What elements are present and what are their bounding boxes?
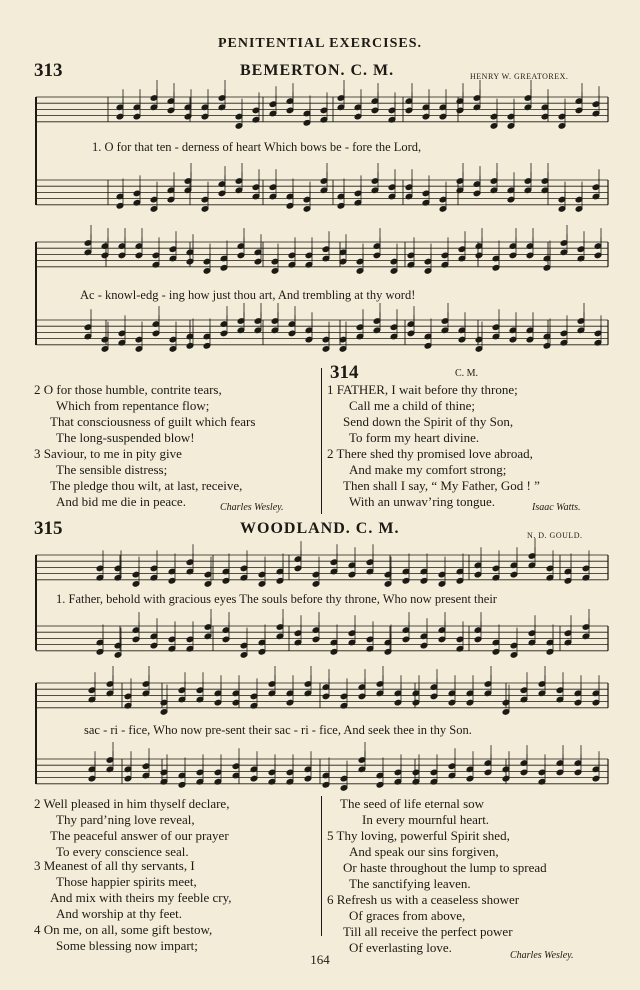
stanza-line: 6 Refresh us with a ceaseless shower — [327, 892, 520, 907]
stanza-line: That consciousness of guilt which fears — [50, 414, 256, 429]
stanza-line: Which from repentance flow; — [56, 398, 210, 413]
stanza-line: Thy pard’ning love reveal, — [56, 812, 195, 827]
hymn-315-stanza-3 — [34, 858, 231, 922]
stanza-line: In every mournful heart. — [362, 812, 490, 827]
column-divider — [321, 368, 322, 514]
stanza-line: 3 Saviour, to me in pity give — [34, 446, 182, 461]
hymn-313-composer: HENRY W. GREATOREX. — [470, 72, 569, 81]
stanza-line: Some blessing now impart; — [56, 938, 198, 953]
stanza-line: Then shall I say, “ My Father, God ! ” — [343, 478, 540, 493]
hymn-313-stanza-3 — [34, 446, 242, 510]
hymn-315-stanza-5 — [327, 828, 547, 892]
hymn-314-stanza-2 — [327, 446, 540, 510]
stanza-line: To every conscience seal. — [56, 844, 189, 859]
stanza-line: 2 O for those humble, contrite tears, — [34, 382, 222, 397]
hymn-315-author: Charles Wesley. — [510, 950, 574, 961]
stanza-line: With an unwav’ring tongue. — [349, 494, 496, 509]
stanza-line: The peaceful answer of our prayer — [50, 828, 229, 843]
page-header: PENITENTIAL EXERCISES. — [217, 36, 423, 51]
stanza-line: And make my comfort strong; — [349, 462, 507, 477]
hymn-315-stanza-6 — [327, 892, 519, 956]
stanza-line: 3 Meanest of all thy servants, I — [34, 858, 195, 873]
hymn-314-meter: C. M. — [455, 368, 479, 379]
hymn-315-stanza-2 — [34, 796, 229, 860]
stanza-line: Till all receive the perfect power — [343, 924, 513, 939]
stanza-line: The long-suspended blow! — [56, 430, 195, 445]
stanza-line: The sanctifying leaven. — [349, 876, 471, 891]
stanza-line: And bid me die in peace. — [56, 494, 186, 509]
stanza-line: And worship at thy feet. — [56, 906, 183, 921]
page-number: 164 — [310, 952, 330, 967]
stanza-line: Send down the Spirit of thy Son, — [343, 414, 514, 429]
hymn-314-number: 314 — [330, 362, 359, 383]
hymn-315-tune: WOODLAND. C. M. — [240, 520, 400, 537]
stanza-line: The sensible distress; — [56, 462, 168, 477]
hymn-313-stanza-2 — [34, 382, 255, 446]
hymn-313-number: 313 — [34, 60, 63, 81]
stanza-line: Of everlasting love. — [349, 940, 452, 955]
hymn-313-tune: BEMERTON. C. M. — [240, 62, 395, 79]
stanza-line: 2 There shed thy promised love abroad, — [327, 446, 533, 461]
column-divider — [321, 796, 322, 936]
stanza-line: To form my heart divine. — [349, 430, 480, 445]
hymn-315-stanza-4 — [34, 922, 212, 954]
hymn-315-lyrics-line-2: sac - ri - fice, Who now pre-sent their sac - ri - fice, And seek thee in thy Son. — [84, 723, 472, 737]
stanza-line: Or haste throughout the lump to spread — [343, 860, 547, 875]
hymn-315-stanza-4-continued — [340, 796, 489, 828]
stanza-line: The pledge thou wilt, at last, receive, — [50, 478, 243, 493]
stanza-line: Those happier spirits meet, — [56, 874, 197, 889]
stanza-line: The seed of life eternal sow — [340, 796, 485, 811]
hymn-313-lyrics-line-1: 1. O for that ten - derness of heart Which bows be - fore the Lord, — [92, 140, 422, 154]
stanza-line: 4 On me, on all, some gift bestow, — [34, 922, 213, 937]
stanza-line: And speak our sins forgiven, — [349, 844, 499, 859]
stanza-line: And mix with theirs my feeble cry, — [50, 890, 232, 905]
hymn-314-stanza-1 — [327, 382, 518, 446]
stanza-line: 5 Thy loving, powerful Spirit shed, — [327, 828, 510, 843]
stanza-line: Call me a child of thine; — [349, 398, 475, 413]
stanza-line: 1 FATHER, I wait before thy throne; — [327, 382, 518, 397]
hymn-315-number: 315 — [34, 518, 63, 539]
stanza-line: Of graces from above, — [349, 908, 466, 923]
hymn-314-author: Isaac Watts. — [532, 502, 581, 513]
stanza-line: 2 Well pleased in him thyself declare, — [34, 796, 230, 811]
hymn-313-lyrics-line-2: Ac - knowl-edg - ing how just thou art, And trembling at thy word! — [80, 288, 416, 302]
hymn-315-lyrics-line-1: 1. Father, behold with gracious eyes The souls before thy throne, Who now present their — [56, 592, 497, 606]
hymn-313-author: Charles Wesley. — [220, 502, 284, 513]
hymn-315-composer: N. D. GOULD. — [527, 531, 583, 540]
